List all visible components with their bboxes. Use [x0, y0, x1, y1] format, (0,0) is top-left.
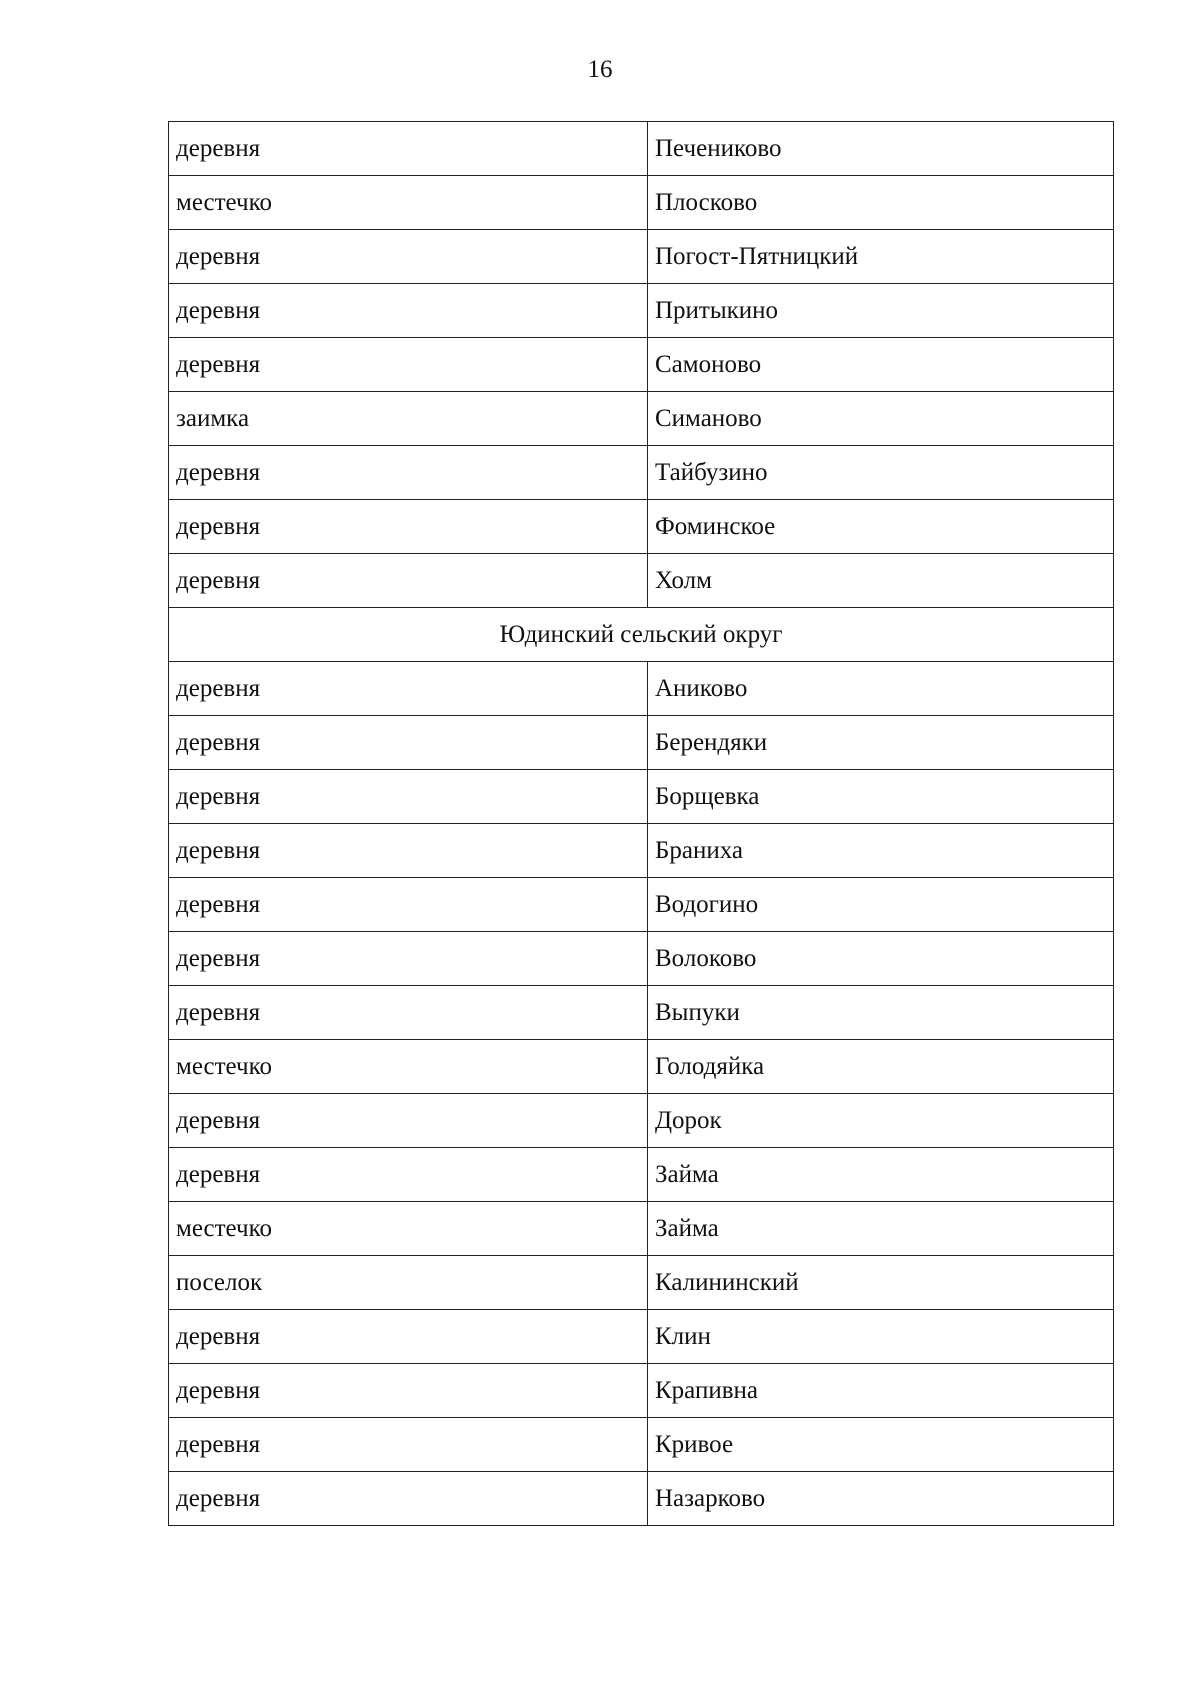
table-row [169, 176, 1114, 230]
settlement-type-cell: деревня [169, 446, 648, 500]
settlement-type-cell: деревня [169, 1472, 648, 1526]
settlement-type-cell: деревня [169, 986, 648, 1040]
settlement-name-cell: Волоково [648, 932, 1114, 986]
settlement-name-cell: Займа [648, 1148, 1114, 1202]
settlement-name-cell: Браниха [648, 824, 1114, 878]
settlements-table [168, 121, 1114, 1526]
table-row [169, 446, 1114, 500]
settlement-type-cell: деревня [169, 230, 648, 284]
settlement-name-cell: Голодяйка [648, 1040, 1114, 1094]
settlement-type-cell: деревня [169, 1310, 648, 1364]
table-row [169, 824, 1114, 878]
page-number: 16 [587, 56, 613, 83]
settlement-name-cell: Берендяки [648, 716, 1114, 770]
settlement-type-cell: деревня [169, 932, 648, 986]
settlement-type-cell: деревня [169, 770, 648, 824]
settlement-type-cell: местечко [169, 1040, 648, 1094]
table-row [169, 230, 1114, 284]
table-row [169, 338, 1114, 392]
table-row [169, 986, 1114, 1040]
settlement-name-cell: Выпуки [648, 986, 1114, 1040]
table-row [169, 1256, 1114, 1310]
table-row [169, 554, 1114, 608]
settlement-type-cell: деревня [169, 554, 648, 608]
settlement-type-cell: поселок [169, 1256, 648, 1310]
settlement-name-cell: Кривое [648, 1418, 1114, 1472]
settlement-type-cell: заимка [169, 392, 648, 446]
settlement-type-cell: деревня [169, 716, 648, 770]
settlement-name-cell: Аниково [648, 662, 1114, 716]
table-row [169, 1148, 1114, 1202]
settlement-name-cell: Клин [648, 1310, 1114, 1364]
table-row [169, 1418, 1114, 1472]
settlement-name-cell: Назарково [648, 1472, 1114, 1526]
settlement-type-cell: деревня [169, 1148, 648, 1202]
settlement-name-cell: Плосково [648, 176, 1114, 230]
settlement-name-cell: Притыкино [648, 284, 1114, 338]
table-row [169, 716, 1114, 770]
settlement-name-cell: Займа [648, 1202, 1114, 1256]
settlement-name-cell: Погост-Пятницкий [648, 230, 1114, 284]
table-row [169, 1202, 1114, 1256]
table-row [169, 878, 1114, 932]
settlement-type-cell: деревня [169, 284, 648, 338]
section-heading: Юдинский сельский округ [169, 608, 1114, 662]
settlement-name-cell: Тайбузино [648, 446, 1114, 500]
settlement-type-cell: деревня [169, 338, 648, 392]
settlement-type-cell: деревня [169, 122, 648, 176]
table-row [169, 1472, 1114, 1526]
settlement-type-cell: деревня [169, 1418, 648, 1472]
settlement-name-cell: Печениково [648, 122, 1114, 176]
settlement-name-cell: Фоминское [648, 500, 1114, 554]
settlements-table-body [169, 122, 1114, 1526]
table-row [169, 1040, 1114, 1094]
settlement-type-cell: деревня [169, 824, 648, 878]
table-row [169, 662, 1114, 716]
settlement-type-cell: деревня [169, 878, 648, 932]
table-row [169, 770, 1114, 824]
table-row [169, 1094, 1114, 1148]
settlement-name-cell: Холм [648, 554, 1114, 608]
section-heading-row [169, 608, 1114, 662]
settlement-type-cell: деревня [169, 1364, 648, 1418]
table-row [169, 122, 1114, 176]
settlement-type-cell: местечко [169, 176, 648, 230]
table-row [169, 1310, 1114, 1364]
settlement-type-cell: деревня [169, 662, 648, 716]
table-row [169, 392, 1114, 446]
settlement-type-cell: местечко [169, 1202, 648, 1256]
table-row [169, 500, 1114, 554]
settlement-name-cell: Дорок [648, 1094, 1114, 1148]
table-row [169, 1364, 1114, 1418]
settlement-name-cell: Крапивна [648, 1364, 1114, 1418]
table-row [169, 284, 1114, 338]
settlement-name-cell: Самоново [648, 338, 1114, 392]
settlement-type-cell: деревня [169, 500, 648, 554]
settlement-type-cell: деревня [169, 1094, 648, 1148]
settlement-name-cell: Калининский [648, 1256, 1114, 1310]
settlement-name-cell: Водогино [648, 878, 1114, 932]
settlement-name-cell: Симаново [648, 392, 1114, 446]
table-row [169, 932, 1114, 986]
settlement-name-cell: Борщевка [648, 770, 1114, 824]
